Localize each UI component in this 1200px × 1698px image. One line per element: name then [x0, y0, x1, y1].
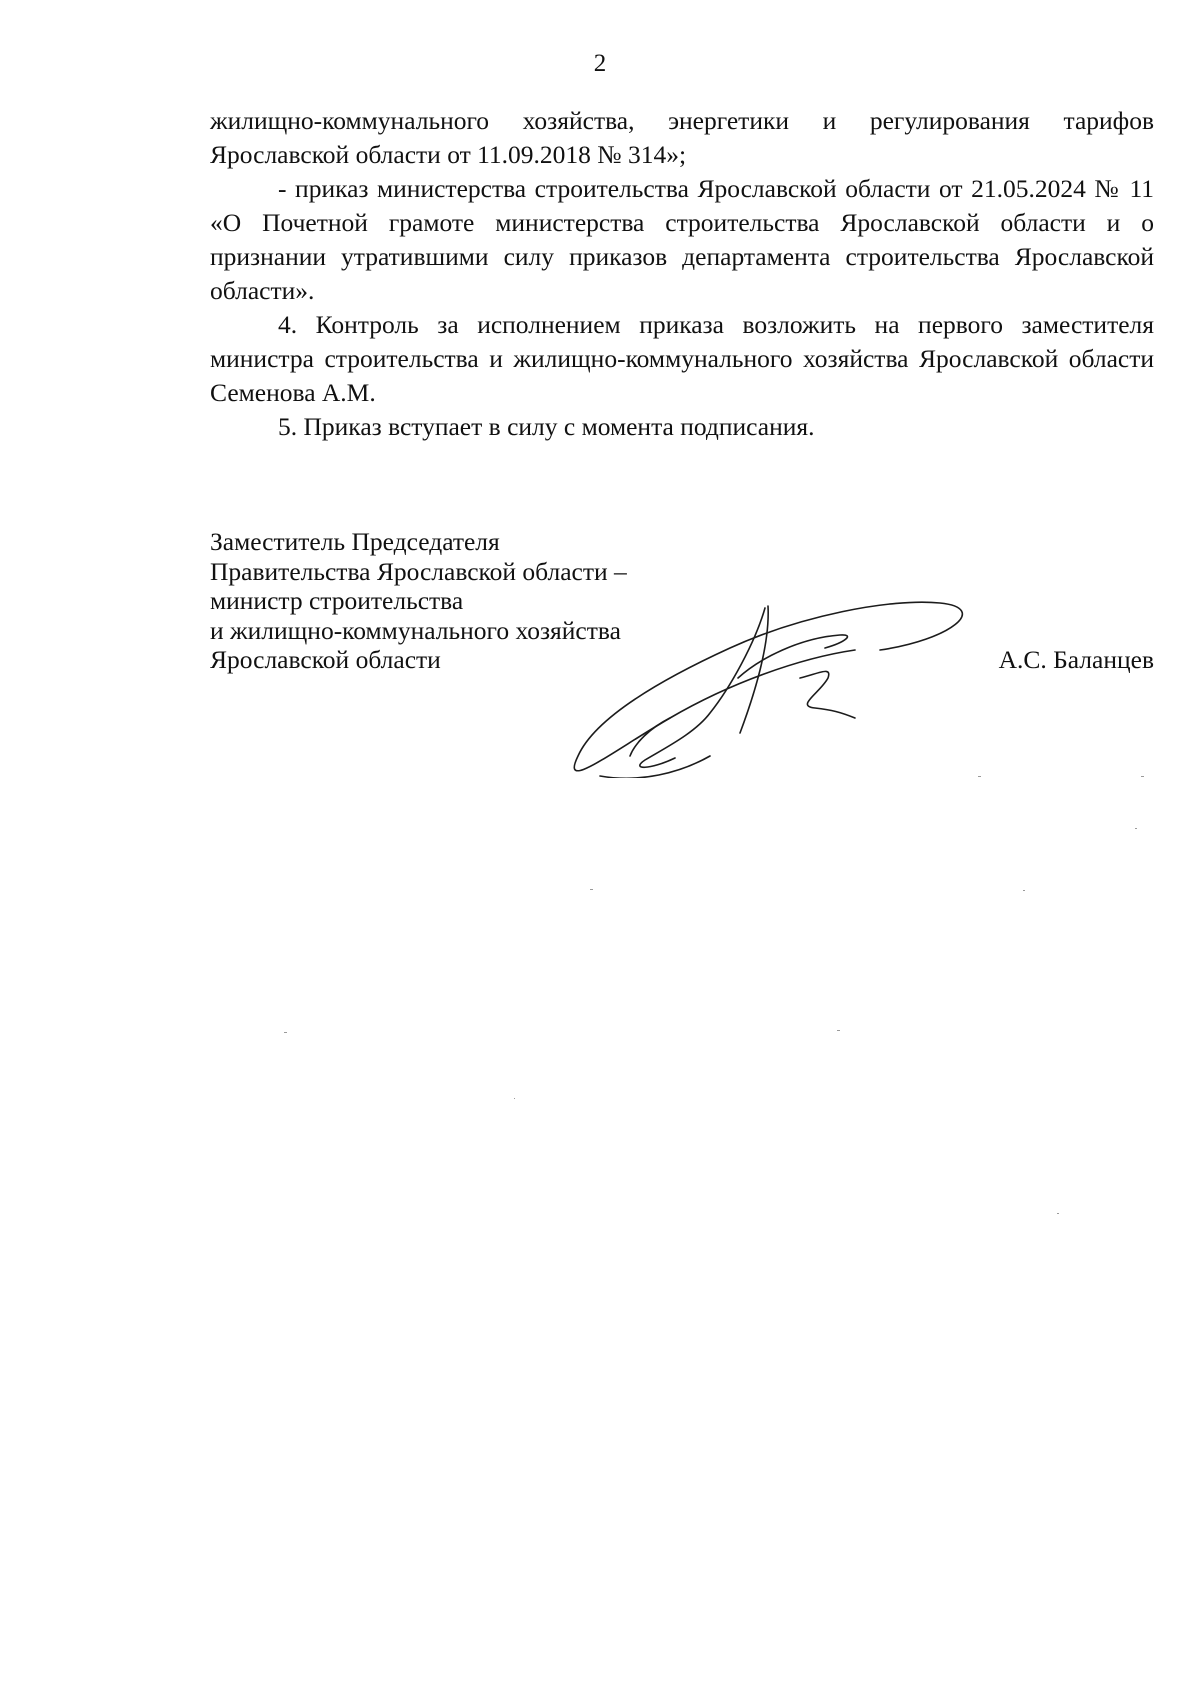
scan-speck: [1023, 890, 1025, 891]
signatory-name: А.С. Баланцев: [998, 645, 1154, 674]
scan-speck: [1135, 828, 1137, 829]
signatory-title-line: Заместитель Председателя: [210, 527, 500, 556]
document-body: [210, 104, 1154, 444]
scan-speck: [1141, 776, 1144, 777]
signatory-title-block: [210, 527, 627, 675]
scan-speck: [1057, 1213, 1059, 1214]
signatory-title-line: Правительства Ярославской области –: [210, 556, 627, 586]
scan-speck: [837, 1030, 840, 1031]
scan-speck: [514, 1098, 515, 1099]
handwritten-signature: [570, 588, 1030, 778]
scan-speck: [978, 776, 981, 777]
paragraph-repealed-order: - приказ министерства строительства Ярославской области от 21.05.2024 № 11 «О Почетной грамоте министерства строительства Ярославской области и о признании утратившими силу приказов департамента строительства Ярославской области».: [210, 174, 1154, 305]
page-number: 2: [593, 50, 607, 77]
scan-speck: [590, 889, 593, 890]
scan-speck: [284, 1032, 287, 1033]
paragraph-item-4: 4. Контроль за исполнением приказа возложить на первого заместителя министра строительства и жилищно-коммунального хозяйства Ярославской области Семенова А.М.: [210, 310, 1154, 407]
signatory-title-line: Ярославской области: [210, 645, 441, 674]
paragraph-item-5: 5. Приказ вступает в силу с момента подписания.: [278, 412, 815, 441]
signatory-title-line: министр строительства: [210, 586, 464, 615]
paragraph-continuation: жилищно-коммунального хозяйства, энергетики и регулирования тарифов Ярославской области от 11.09.2018 № 314»;: [210, 106, 1154, 169]
signatory-title-line: и жилищно-коммунального хозяйства: [210, 615, 621, 645]
